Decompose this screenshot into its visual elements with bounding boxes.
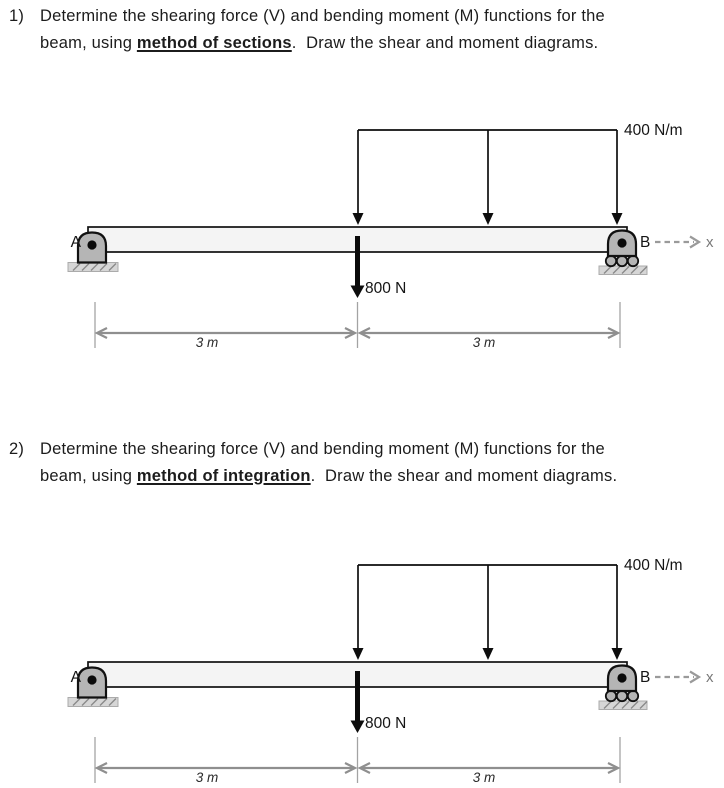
roller-icon [628, 691, 638, 701]
problem-2-method-emphasis: method of integration [136, 467, 311, 485]
beam-diagram-1 [0, 95, 724, 350]
load-arrowhead-icon [612, 213, 623, 225]
dim-left-label: 3 m [195, 335, 219, 350]
distributed-load-label: 400 N/m [624, 122, 683, 139]
roller-icon [606, 691, 616, 701]
problem-1-text [40, 3, 690, 57]
support-b-label: B [640, 669, 651, 686]
distributed-load [353, 122, 683, 225]
support-a-label: A [70, 234, 81, 251]
point-load-arrowhead-icon [351, 286, 365, 299]
load-arrowhead-icon [612, 648, 623, 660]
problem-1-line2-post: . Draw the shear and moment diagrams. [291, 34, 599, 52]
x-arrowhead-icon [690, 672, 699, 683]
load-arrowhead-icon [353, 648, 364, 660]
point-load-arrowhead-icon [351, 721, 365, 734]
problem-1-method-emphasis: method of sections [136, 34, 292, 52]
distributed-load [353, 557, 683, 660]
x-axis-label: x [706, 669, 714, 686]
problem-2-line1: Determine the shearing force (V) and bending moment (M) functions for the [40, 440, 605, 458]
beam-diagram-2 [0, 530, 724, 785]
dimension-lines [95, 302, 620, 350]
problem-2-text [40, 436, 690, 490]
problem-1-line2-pre: beam, using [40, 34, 137, 52]
dim-right-label: 3 m [472, 335, 496, 350]
pin-dot-icon [87, 240, 96, 249]
point-load-label: 800 N [365, 715, 407, 732]
roller-icon [617, 256, 627, 266]
problem-2-line2-pre: beam, using [40, 467, 137, 485]
dim-right-label: 3 m [472, 770, 496, 785]
problem-2-number: 2) [9, 440, 25, 458]
distributed-load-label: 400 N/m [624, 557, 683, 574]
dimension-lines [95, 737, 620, 785]
dim-left-label: 3 m [195, 770, 219, 785]
pin-dot-icon [617, 238, 626, 247]
support-a-label: A [70, 669, 81, 686]
pin-dot-icon [617, 673, 626, 682]
roller-icon [617, 691, 627, 701]
pin-dot-icon [87, 675, 96, 684]
problem-1-line1: Determine the shearing force (V) and bending moment (M) functions for the [40, 7, 605, 25]
problem-1-number: 1) [9, 7, 25, 25]
support-b-label: B [640, 234, 651, 251]
load-arrowhead-icon [483, 648, 494, 660]
problem-1-statement [9, 3, 690, 57]
x-axis-label: x [706, 234, 714, 251]
roller-icon [606, 256, 616, 266]
point-load-label: 800 N [365, 280, 407, 297]
x-axis-arrow [655, 669, 714, 686]
load-arrowhead-icon [483, 213, 494, 225]
x-arrowhead-icon [690, 237, 699, 248]
x-axis-arrow [655, 234, 714, 251]
problem-2-line2-post: . Draw the shear and moment diagrams. [310, 467, 618, 485]
roller-icon [628, 256, 638, 266]
problem-2-statement [9, 436, 690, 490]
load-arrowhead-icon [353, 213, 364, 225]
